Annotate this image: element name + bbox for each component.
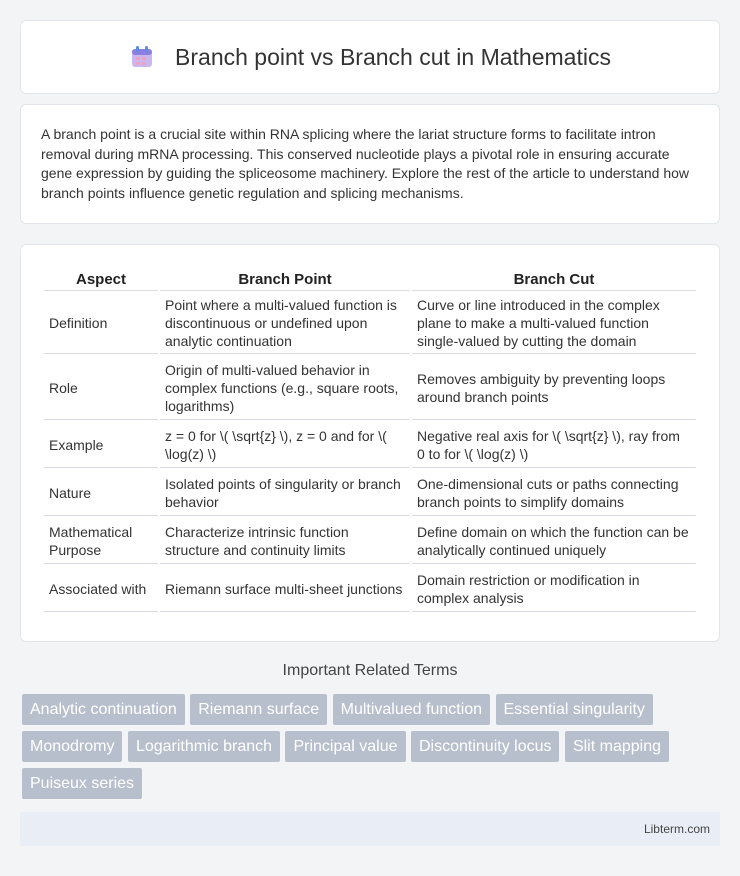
cell-branch-point: Origin of multi-valued behavior in complex functions (e.g., square roots, logarithms)	[160, 356, 410, 420]
tag-riemann-surface[interactable]: Riemann surface	[190, 694, 327, 725]
table-row	[44, 356, 696, 420]
cell-branch-cut: Domain restriction or modification in complex analysis	[412, 566, 696, 612]
cell-branch-point: Point where a multi-valued function is discontinuous or undefined upon analytic continuation	[160, 293, 410, 354]
cell-branch-point: Isolated points of singularity or branch behavior	[160, 470, 410, 516]
comparison-card	[20, 244, 720, 642]
tag-principal-value[interactable]: Principal value	[285, 731, 405, 762]
cell-aspect: Mathematical Purpose	[44, 518, 158, 564]
header-branch-point: Branch Point	[160, 267, 410, 291]
tag-discontinuity-locus[interactable]: Discontinuity locus	[411, 731, 560, 762]
cell-branch-cut: Negative real axis for \( \sqrt{z} \), ray from 0 to for \( \log(z) \)	[412, 422, 696, 468]
cell-branch-cut: Define domain on which the function can be analytically continued uniquely	[412, 518, 696, 564]
header-aspect: Aspect	[44, 267, 158, 291]
cell-branch-point: z = 0 for \( \sqrt{z} \), z = 0 and for \( \log(z) \)	[160, 422, 410, 468]
tag-monodromy[interactable]: Monodromy	[22, 731, 122, 762]
tag-logarithmic-branch[interactable]: Logarithmic branch	[128, 731, 280, 762]
cell-aspect: Nature	[44, 470, 158, 516]
footer-site-link[interactable]: Libterm.com	[643, 822, 710, 836]
cell-aspect: Associated with	[44, 566, 158, 612]
table-header-row	[44, 267, 696, 291]
cell-branch-point: Riemann surface multi-sheet junctions	[160, 566, 410, 612]
table-row	[44, 566, 696, 612]
cell-branch-cut: Removes ambiguity by preventing loops around branch points	[412, 356, 696, 420]
cell-branch-point: Characterize intrinsic function structure and continuity limits	[160, 518, 410, 564]
table-row	[44, 422, 696, 468]
header-branch-cut: Branch Cut	[412, 267, 696, 291]
tag-slit-mapping[interactable]: Slit mapping	[565, 731, 669, 762]
tag-puiseux-series[interactable]: Puiseux series	[22, 768, 142, 799]
tag-multivalued-function[interactable]: Multivalued function	[333, 694, 490, 725]
cell-branch-cut: One-dimensional cuts or paths connecting branch points to simplify domains	[412, 470, 696, 516]
related-terms-title: Important Related Terms	[282, 662, 458, 679]
cell-aspect: Definition	[44, 293, 158, 354]
table-row	[44, 293, 696, 354]
header-card	[20, 20, 720, 94]
comparison-table	[42, 265, 698, 614]
cell-aspect: Role	[44, 356, 158, 420]
tag-essential-singularity[interactable]: Essential singularity	[496, 694, 653, 725]
table-row	[44, 470, 696, 516]
tag-analytic-continuation[interactable]: Analytic continuation	[22, 694, 185, 725]
calendar-icon	[129, 44, 155, 70]
cell-branch-cut: Curve or line introduced in the complex plane to make a multi-valued function single-valued by cutting the domain	[412, 293, 696, 354]
intro-text: A branch point is a crucial site within RNA splicing where the lariat structure forms to facilitate intron removal during mRNA processing. This conserved nucleotide plays a pivotal role in ensuring accurate gene expression by guiding the spliceosome machinery. Explore the rest of the article to understand how branch points influence genetic regulation and splicing mechanisms.	[41, 126, 689, 201]
page-title: Branch point vs Branch cut in Mathematics	[175, 43, 611, 70]
intro-card	[20, 104, 720, 224]
related-terms-list	[22, 694, 722, 805]
footer	[20, 812, 720, 846]
cell-aspect: Example	[44, 422, 158, 468]
table-row	[44, 518, 696, 564]
